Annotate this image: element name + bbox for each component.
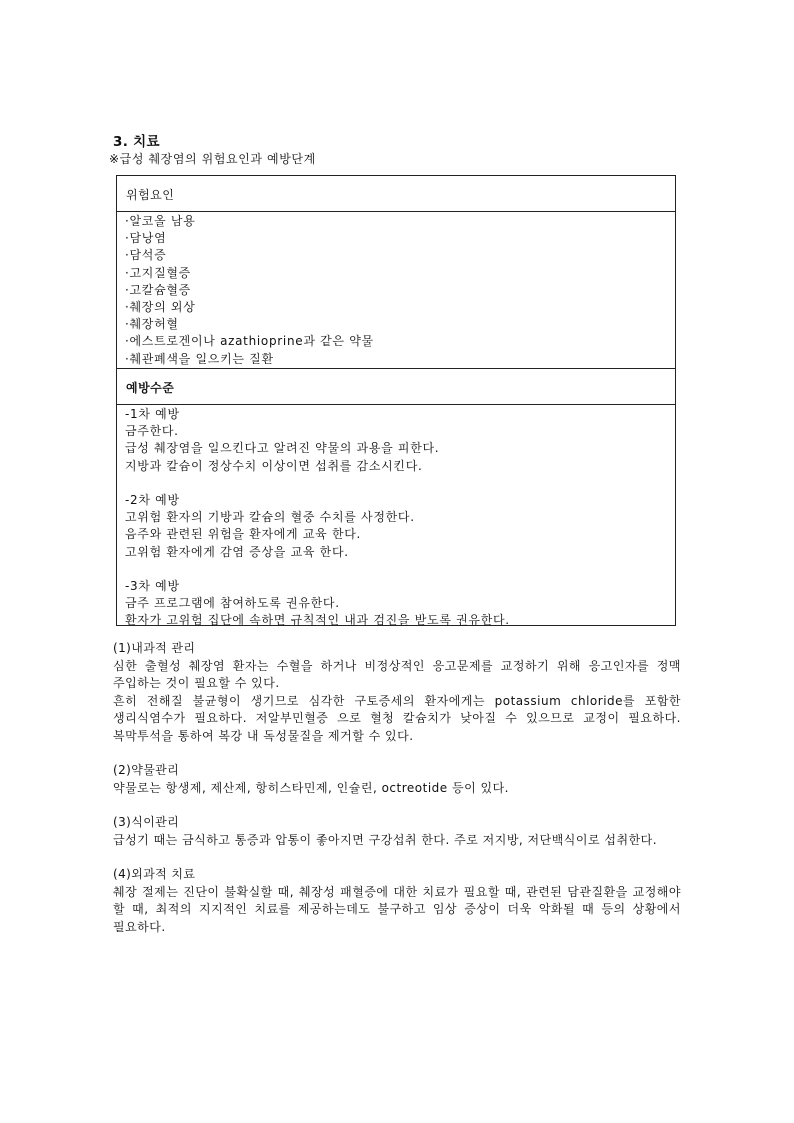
risk-item: ·에스트로겐이나 azathioprine과 같은 약물 [125,334,374,349]
prevention-level-header: 예방수준 [117,369,675,405]
section-heading: 3. 치료 [113,134,160,150]
prevention-line: -1차 예방 [125,407,180,421]
prevention-line: 금주 프로그램에 참여하도록 권유한다. [125,596,340,611]
prevention-line: 환자가 고위험 집단에 속하면 규칙적인 내과 검진을 받도록 권유한다. [125,613,510,628]
medical-management-section [113,640,681,745]
prevention-line: -2차 예방 [125,492,180,507]
section-title: (4)외과적 치료 [113,867,196,881]
diet-management-section [113,814,681,849]
section-paragraph: 췌장 절제는 진단이 불확실할 때, 췌장성 패혈증에 대한 치료가 필요할 때, 관련된 담관질환을 교정해야 할 때, 최적의 지지적인 치료를 제공하는데도 불구하고 임상 증상이 더욱 악화될 때 등의 상황에서 필요하다. [113,884,681,934]
drug-management-section [113,762,681,797]
prevention-line: -3차 예방 [125,578,180,593]
prevention-line: 음주와 관련된 위험을 환자에게 교육 한다. [125,527,362,542]
risk-item: ·췌장허혈 [125,317,179,332]
prevention-line: 고위험 환자에게 감염 증상을 교육 한다. [125,544,349,559]
risk-item: ·담석증 [125,248,167,263]
section-paragraph: 심한 출혈성 췌장염 환자는 수혈을 하거나 비정상적인 응고문제를 교정하기 위해 응고인자를 정맥 주입하는 것이 필요할 수 있다. 흔히 전해질 불균형이 생기므로 심각한 구토증세의 환자에게는 potassium chloride를 포함한 생리식염수가 필요하다. 저알부민혈증 으로 혈청 칼슘치가 낮아질 수 있으므로 교정이 필요하다. 복막투석을 통하여 복강 내 독성물질을 제거할 수 있다. [113,658,681,743]
prevention-spacer [125,475,675,492]
treatment-sections [113,640,681,953]
prevention-spacer [125,561,675,578]
risk-item: ·담낭염 [125,231,167,246]
prevention-line: 지방과 칼슘이 정상수치 이상이면 섭취를 감소시킨다. [125,458,423,473]
section-title: (3)식이관리 [113,815,180,829]
section-title: (1)내과적 관리 [113,641,196,655]
table-caption: ※급성 췌장염의 위험요인과 예방단계 [109,152,316,166]
prevention-line: 금주한다. [125,424,179,439]
risk-item: ·알코올 남용 [125,214,196,228]
prevention-line: 고위험 환자의 기방과 칼슘의 혈중 수치를 사정한다. [125,510,415,525]
risk-factors-header: 위험요인 [117,176,675,212]
prevention-line: 급성 췌장염을 일으킨다고 알려진 약물의 과용을 피한다. [125,441,440,456]
risk-item: ·췌장의 외상 [125,299,196,314]
section-paragraph: 급성기 때는 금식하고 통증과 압통이 좋아지면 구강섭취 한다. 주로 저지방, 저단백식이로 섭취한다. [113,832,658,847]
surgical-treatment-section [113,866,681,936]
risk-item: ·고지질혈증 [125,265,191,280]
risk-item: ·췌관폐색을 일으키는 질환 [125,351,274,366]
section-paragraph: 약물로는 항생제, 제산제, 항히스타민제, 인슐린, octreotide 등이 있다. [113,780,509,795]
risk-item: ·고칼슘혈증 [125,282,191,297]
prevention-level-list [117,405,675,628]
risk-prevention-table [116,175,676,626]
risk-factors-list [117,212,675,369]
section-title: (2)약물관리 [113,763,180,777]
